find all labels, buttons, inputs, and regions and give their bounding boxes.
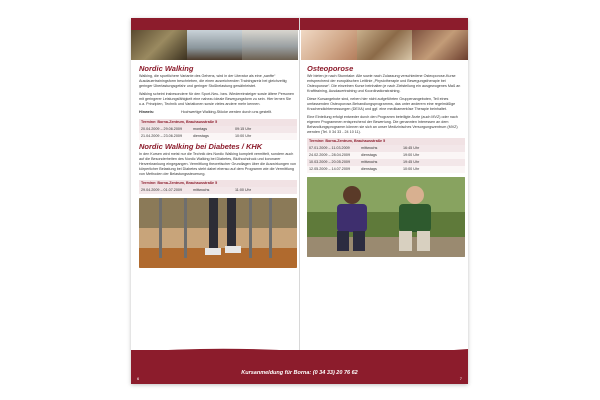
brochure-spread — [131, 18, 468, 384]
term-dates: 12.05.2009 – 14.07.2009 — [309, 167, 351, 171]
photo-walking-legs — [139, 198, 297, 268]
right-page — [307, 64, 465, 257]
term-day: montags — [193, 127, 208, 131]
photo-walkers-path — [242, 30, 298, 60]
paragraph: Wir bieten je nach Stunntake: Alle sowie nach Zulassung verschiedene Osteoporose-Kurse entsprechend der europäischen Leitlinie „Physiotherapie und Bewegungstherapie bei Osteoporose“. Die einzelnen Kurse beinhalten je nach Zielstellung ein ausgewogenes Maß an Krafttraining, Ausdauertraining und Koordinationstraining. — [307, 74, 461, 93]
table-row — [307, 166, 465, 173]
term-day: dienstags — [361, 167, 377, 171]
photo-seniors-bench — [307, 177, 465, 257]
term-dates: 20.04.2009 – 29.06.2009 — [141, 127, 183, 131]
term-time: 10:00 Uhr — [403, 167, 420, 171]
terms-title: Termine: Borna-Zentrum, Brauhausstraße 5 — [139, 180, 297, 187]
photo-senior-couple — [412, 30, 468, 60]
hinweis — [139, 110, 297, 115]
table-row — [139, 126, 297, 133]
photo-forest-walkers — [131, 30, 187, 60]
walking-legs-illustration — [139, 198, 297, 268]
hinweis-text: Hochwertige Walking-Stöcke werden durch uns gestellt. — [181, 110, 273, 114]
term-dates: 24.02.2009 – 28.04.2009 — [309, 153, 351, 157]
photo-hands — [301, 30, 357, 60]
term-time: 09:15 Uhr — [235, 127, 252, 131]
table-row — [139, 133, 297, 140]
term-dates: 10.03.2009 – 20.05.2009 — [309, 160, 351, 164]
term-day: mittwochs — [193, 188, 210, 192]
paragraph: Diese Kursangebote sind, neben hier nicht aufgeführten Gruppenangeboten, Teil eines umfassenden Osteoporose-Behandlungsprogramms, das unter anderem eine regelmäßige Knochendichtemessungen (DEXA) und ggf. eine medikamentöse Therapie beinhaltet. — [307, 97, 456, 111]
term-time: 16:45 Uhr — [403, 146, 420, 150]
left-page — [139, 64, 297, 268]
paragraph: Walking scheint insbesondere für den Sport-Neu- bzw. Wiedereinsteiger sowie ältere Personen mit geringerer Leistungsfähigkeit eine nahezu ideale Bewegungsform zu sein. Hier lernen Sie u.a. Prinzipien, Technik und Variationen sowie vieles andere mehr kennen. — [139, 92, 295, 106]
term-time: 19:45 Uhr — [403, 160, 420, 164]
footer-registration: Kursanmeldung für Borna: (0 34 33) 20 76 62 — [241, 370, 358, 376]
paragraph: In den Kursen wird meist nur die Technik des Nordic Walking komplett vermittelt, sondern auch auf die Besonderheiten des Nordic Walking bei Diabetes, Bluthochdruck und koronarer Herzerkrankung eingegangen. Vermittlung theoretischer Grundlagen über die Auswirkungen von körperlicher Belastung bei Diabetes steht dabei ebenso auf dem Programm wie die Vermittlung von Methoden der Belastungssteuerung. — [139, 152, 297, 176]
terms-title: Termine: Borna-Zentrum, Brauhausstraße 5 — [307, 138, 465, 145]
terms-table-osteoporose — [307, 138, 465, 173]
title-osteoporose: Osteoporose — [307, 64, 354, 73]
table-row — [307, 159, 465, 166]
terms-table-diabetes — [139, 180, 297, 194]
term-time: 19:00 Uhr — [403, 153, 420, 157]
table-row — [307, 152, 465, 159]
photo-senior-smile — [357, 30, 413, 60]
page-fold — [299, 18, 300, 384]
table-row — [139, 187, 297, 194]
paragraph: Walking, die sportlichere Variante des Gehens, wird in der Literatur als eine „sanfte“ Ausdauertrainingsform beschrieben, die einen ausreichenden Trainingsreiz bei gleichzeitig geringer Überlastungsgefahr und geringer Stoßbelastung gewährleistet. — [139, 74, 287, 88]
seniors-bench-illustration — [307, 177, 465, 257]
term-dates: 29.04.2009 – 01.07.2009 — [141, 188, 183, 192]
term-day: mittwochs — [361, 160, 378, 164]
footer-bar — [131, 350, 468, 384]
terms-title: Termine: Borna-Zentrum, Brauhausstraße 5 — [139, 119, 297, 126]
photo-nordic-walker — [187, 30, 243, 60]
title-nordic-diabetes: Nordic Walking bei Diabetes / KHK — [139, 142, 263, 151]
term-day: dienstags — [193, 134, 209, 138]
hinweis-label: Hinweis: — [139, 110, 155, 114]
term-time: 11:00 Uhr — [235, 188, 251, 192]
terms-table-nordic — [139, 119, 297, 140]
term-time: 10:00 Uhr — [235, 134, 252, 138]
page-number-right: 7 — [459, 376, 462, 381]
term-day: dienstags — [361, 153, 377, 157]
title-nordic-walking: Nordic Walking — [139, 64, 194, 73]
term-day: mittwochs — [361, 146, 378, 150]
term-dates: 21.04.2009 – 23.06.2009 — [141, 134, 183, 138]
term-dates: 07.01.2009 – 11.03.2009 — [309, 146, 350, 150]
page-number-left: 6 — [137, 376, 140, 381]
paragraph: Eine Einteilung erfolgt entweder durch den Programm beteiligte Ärzte (auch MVZ) oder nach eigenen Programmen entsprechend der Bewertung. Die genannten Interessen an dem Behandlungsprogramm können sie sich an unser Medizinisches Versorgungszentrum (MVZ) wenden (Tel. 0 34 33 - 24 10 11). — [307, 115, 458, 134]
table-row — [307, 145, 465, 152]
